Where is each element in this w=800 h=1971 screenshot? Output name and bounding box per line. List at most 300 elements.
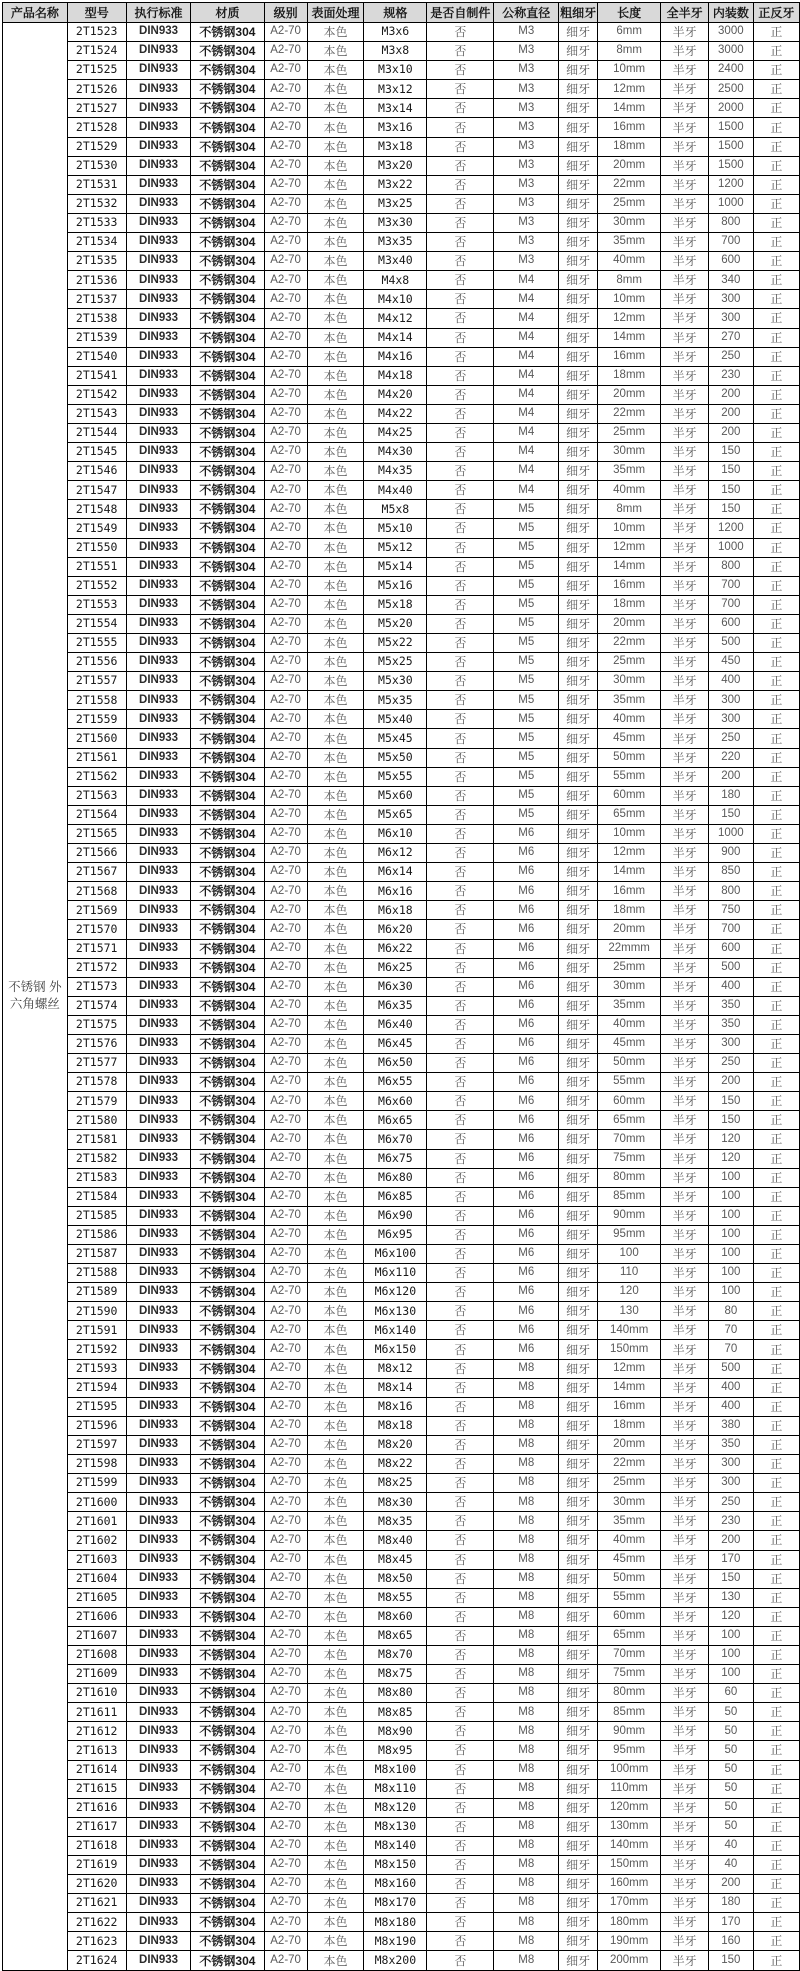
cell-surface[interactable]: 本色 <box>307 213 364 232</box>
cell-surface[interactable]: 本色 <box>307 42 364 61</box>
cell-thread_length[interactable]: 半牙 <box>661 443 709 462</box>
cell-thread_length[interactable]: 半牙 <box>661 538 709 557</box>
cell-qty[interactable]: 400 <box>709 672 754 691</box>
cell-thread_length[interactable]: 半牙 <box>661 1569 709 1588</box>
cell-spec[interactable]: M8x120 <box>364 1798 427 1817</box>
cell-model[interactable]: 2T1531 <box>67 175 126 194</box>
cell-grade[interactable]: A2-70 <box>264 557 307 576</box>
cell-diameter[interactable]: M8 <box>494 1550 559 1569</box>
cell-qty[interactable]: 800 <box>709 557 754 576</box>
cell-spec[interactable]: M6x140 <box>364 1321 427 1340</box>
cell-model[interactable]: 2T1538 <box>67 309 126 328</box>
cell-diameter[interactable]: M5 <box>494 595 559 614</box>
cell-length[interactable]: 140mm <box>598 1836 661 1855</box>
cell-direction[interactable]: 正 <box>753 1607 799 1626</box>
cell-self_made[interactable]: 否 <box>427 672 494 691</box>
cell-thread_pitch[interactable]: 细牙 <box>559 1359 598 1378</box>
cell-spec[interactable]: M4x30 <box>364 443 427 462</box>
cell-surface[interactable]: 本色 <box>307 748 364 767</box>
cell-diameter[interactable]: M8 <box>494 1645 559 1664</box>
cell-standard[interactable]: DIN933 <box>126 1550 191 1569</box>
cell-qty[interactable]: 220 <box>709 748 754 767</box>
cell-surface[interactable]: 本色 <box>307 805 364 824</box>
cell-standard[interactable]: DIN933 <box>126 1626 191 1645</box>
cell-surface[interactable]: 本色 <box>307 1760 364 1779</box>
cell-qty[interactable]: 500 <box>709 634 754 653</box>
cell-length[interactable]: 110mm <box>598 1779 661 1798</box>
cell-thread_length[interactable]: 半牙 <box>661 1206 709 1225</box>
cell-self_made[interactable]: 否 <box>427 194 494 213</box>
cell-length[interactable]: 18mm <box>598 901 661 920</box>
cell-length[interactable]: 20mm <box>598 156 661 175</box>
column-header-grade[interactable]: 级别 <box>264 3 307 23</box>
cell-length[interactable]: 18mm <box>598 595 661 614</box>
cell-thread_length[interactable]: 半牙 <box>661 710 709 729</box>
cell-standard[interactable]: DIN933 <box>126 252 191 271</box>
cell-length[interactable]: 12mm <box>598 538 661 557</box>
cell-qty[interactable]: 150 <box>709 481 754 500</box>
cell-diameter[interactable]: M8 <box>494 1932 559 1951</box>
cell-grade[interactable]: A2-70 <box>264 1168 307 1187</box>
cell-direction[interactable]: 正 <box>753 996 799 1015</box>
cell-length[interactable]: 80mm <box>598 1684 661 1703</box>
cell-model[interactable]: 2T1591 <box>67 1321 126 1340</box>
cell-grade[interactable]: A2-70 <box>264 213 307 232</box>
cell-thread_length[interactable]: 半牙 <box>661 1416 709 1435</box>
cell-qty[interactable]: 300 <box>709 1455 754 1474</box>
cell-length[interactable]: 55mm <box>598 767 661 786</box>
cell-self_made[interactable]: 否 <box>427 653 494 672</box>
cell-model[interactable]: 2T1615 <box>67 1779 126 1798</box>
cell-model[interactable]: 2T1570 <box>67 920 126 939</box>
cell-length[interactable]: 150mm <box>598 1856 661 1875</box>
cell-grade[interactable]: A2-70 <box>264 958 307 977</box>
cell-self_made[interactable]: 否 <box>427 1054 494 1073</box>
cell-surface[interactable]: 本色 <box>307 882 364 901</box>
cell-model[interactable]: 2T1526 <box>67 80 126 99</box>
cell-length[interactable]: 10mm <box>598 824 661 843</box>
cell-thread_pitch[interactable]: 细牙 <box>559 863 598 882</box>
cell-grade[interactable]: A2-70 <box>264 1130 307 1149</box>
cell-direction[interactable]: 正 <box>753 557 799 576</box>
cell-length[interactable]: 180mm <box>598 1913 661 1932</box>
cell-diameter[interactable]: M6 <box>494 1130 559 1149</box>
cell-grade[interactable]: A2-70 <box>264 1741 307 1760</box>
cell-length[interactable]: 16mm <box>598 118 661 137</box>
cell-thread_pitch[interactable]: 细牙 <box>559 404 598 423</box>
cell-direction[interactable]: 正 <box>753 99 799 118</box>
cell-direction[interactable]: 正 <box>753 1722 799 1741</box>
cell-direction[interactable]: 正 <box>753 767 799 786</box>
cell-grade[interactable]: A2-70 <box>264 614 307 633</box>
cell-standard[interactable]: DIN933 <box>126 1359 191 1378</box>
cell-surface[interactable]: 本色 <box>307 634 364 653</box>
cell-surface[interactable]: 本色 <box>307 996 364 1015</box>
cell-thread_length[interactable]: 半牙 <box>661 194 709 213</box>
cell-diameter[interactable]: M3 <box>494 137 559 156</box>
cell-material[interactable]: 不锈钢304 <box>191 1836 264 1855</box>
cell-qty[interactable]: 800 <box>709 213 754 232</box>
cell-thread_length[interactable]: 半牙 <box>661 958 709 977</box>
cell-model[interactable]: 2T1608 <box>67 1645 126 1664</box>
cell-thread_length[interactable]: 半牙 <box>661 1034 709 1053</box>
cell-self_made[interactable]: 否 <box>427 1645 494 1664</box>
cell-model[interactable]: 2T1569 <box>67 901 126 920</box>
cell-spec[interactable]: M4x40 <box>364 481 427 500</box>
cell-material[interactable]: 不锈钢304 <box>191 767 264 786</box>
cell-thread_pitch[interactable]: 细牙 <box>559 786 598 805</box>
cell-spec[interactable]: M6x100 <box>364 1245 427 1264</box>
cell-diameter[interactable]: M3 <box>494 61 559 80</box>
cell-length[interactable]: 70mm <box>598 1130 661 1149</box>
cell-surface[interactable]: 本色 <box>307 1015 364 1034</box>
cell-qty[interactable]: 700 <box>709 576 754 595</box>
cell-model[interactable]: 2T1582 <box>67 1149 126 1168</box>
cell-material[interactable]: 不锈钢304 <box>191 996 264 1015</box>
cell-thread_length[interactable]: 半牙 <box>661 1645 709 1664</box>
cell-standard[interactable]: DIN933 <box>126 576 191 595</box>
cell-direction[interactable]: 正 <box>753 385 799 404</box>
cell-thread_pitch[interactable]: 细牙 <box>559 1512 598 1531</box>
cell-self_made[interactable]: 否 <box>427 1626 494 1645</box>
cell-direction[interactable]: 正 <box>753 1092 799 1111</box>
cell-standard[interactable]: DIN933 <box>126 137 191 156</box>
cell-surface[interactable]: 本色 <box>307 385 364 404</box>
cell-standard[interactable]: DIN933 <box>126 786 191 805</box>
cell-self_made[interactable]: 否 <box>427 1588 494 1607</box>
cell-standard[interactable]: DIN933 <box>126 233 191 252</box>
cell-self_made[interactable]: 否 <box>427 1722 494 1741</box>
cell-length[interactable]: 60mm <box>598 786 661 805</box>
cell-material[interactable]: 不锈钢304 <box>191 462 264 481</box>
cell-surface[interactable]: 本色 <box>307 901 364 920</box>
cell-direction[interactable]: 正 <box>753 175 799 194</box>
cell-surface[interactable]: 本色 <box>307 1798 364 1817</box>
cell-thread_pitch[interactable]: 细牙 <box>559 366 598 385</box>
cell-thread_pitch[interactable]: 细牙 <box>559 538 598 557</box>
cell-length[interactable]: 40mm <box>598 1015 661 1034</box>
cell-thread_length[interactable]: 半牙 <box>661 23 709 42</box>
cell-grade[interactable]: A2-70 <box>264 385 307 404</box>
cell-length[interactable]: 16mm <box>598 576 661 595</box>
cell-grade[interactable]: A2-70 <box>264 404 307 423</box>
cell-length[interactable]: 65mm <box>598 1111 661 1130</box>
cell-qty[interactable]: 350 <box>709 1015 754 1034</box>
cell-direction[interactable]: 正 <box>753 1187 799 1206</box>
cell-material[interactable]: 不锈钢304 <box>191 1569 264 1588</box>
cell-direction[interactable]: 正 <box>753 366 799 385</box>
cell-qty[interactable]: 300 <box>709 290 754 309</box>
cell-material[interactable]: 不锈钢304 <box>191 1703 264 1722</box>
cell-diameter[interactable]: M6 <box>494 958 559 977</box>
cell-thread_length[interactable]: 半牙 <box>661 1455 709 1474</box>
cell-qty[interactable]: 2500 <box>709 80 754 99</box>
cell-model[interactable]: 2T1548 <box>67 500 126 519</box>
cell-thread_pitch[interactable]: 细牙 <box>559 1913 598 1932</box>
cell-diameter[interactable]: M8 <box>494 1875 559 1894</box>
cell-direction[interactable]: 正 <box>753 61 799 80</box>
cell-thread_pitch[interactable]: 细牙 <box>559 233 598 252</box>
cell-length[interactable]: 65mm <box>598 805 661 824</box>
cell-grade[interactable]: A2-70 <box>264 1626 307 1645</box>
cell-material[interactable]: 不锈钢304 <box>191 252 264 271</box>
cell-self_made[interactable]: 否 <box>427 1455 494 1474</box>
cell-grade[interactable]: A2-70 <box>264 1550 307 1569</box>
cell-spec[interactable]: M6x12 <box>364 844 427 863</box>
cell-thread_length[interactable]: 半牙 <box>661 252 709 271</box>
cell-grade[interactable]: A2-70 <box>264 1913 307 1932</box>
cell-thread_length[interactable]: 半牙 <box>661 1245 709 1264</box>
cell-surface[interactable]: 本色 <box>307 1302 364 1321</box>
cell-grade[interactable]: A2-70 <box>264 1836 307 1855</box>
cell-thread_length[interactable]: 半牙 <box>661 1225 709 1244</box>
cell-length[interactable]: 25mm <box>598 423 661 442</box>
cell-qty[interactable]: 250 <box>709 729 754 748</box>
cell-surface[interactable]: 本色 <box>307 1703 364 1722</box>
cell-qty[interactable]: 1000 <box>709 194 754 213</box>
cell-direction[interactable]: 正 <box>753 710 799 729</box>
cell-diameter[interactable]: M8 <box>494 1607 559 1626</box>
cell-model[interactable]: 2T1619 <box>67 1856 126 1875</box>
cell-thread_pitch[interactable]: 细牙 <box>559 1092 598 1111</box>
cell-thread_pitch[interactable]: 细牙 <box>559 309 598 328</box>
cell-spec[interactable]: M8x55 <box>364 1588 427 1607</box>
cell-direction[interactable]: 正 <box>753 1359 799 1378</box>
cell-grade[interactable]: A2-70 <box>264 443 307 462</box>
cell-standard[interactable]: DIN933 <box>126 1875 191 1894</box>
cell-spec[interactable]: M5x14 <box>364 557 427 576</box>
cell-standard[interactable]: DIN933 <box>126 156 191 175</box>
cell-surface[interactable]: 本色 <box>307 366 364 385</box>
cell-material[interactable]: 不锈钢304 <box>191 481 264 500</box>
cell-standard[interactable]: DIN933 <box>126 538 191 557</box>
cell-thread_pitch[interactable]: 细牙 <box>559 1321 598 1340</box>
cell-direction[interactable]: 正 <box>753 1684 799 1703</box>
cell-length[interactable]: 35mm <box>598 691 661 710</box>
cell-thread_pitch[interactable]: 细牙 <box>559 1283 598 1302</box>
cell-thread_pitch[interactable]: 细牙 <box>559 1225 598 1244</box>
cell-length[interactable]: 16mm <box>598 347 661 366</box>
cell-direction[interactable]: 正 <box>753 748 799 767</box>
cell-standard[interactable]: DIN933 <box>126 500 191 519</box>
cell-grade[interactable]: A2-70 <box>264 1932 307 1951</box>
cell-diameter[interactable]: M8 <box>494 1531 559 1550</box>
cell-surface[interactable]: 本色 <box>307 1187 364 1206</box>
cell-thread_pitch[interactable]: 细牙 <box>559 977 598 996</box>
cell-grade[interactable]: A2-70 <box>264 252 307 271</box>
cell-spec[interactable]: M8x25 <box>364 1474 427 1493</box>
cell-qty[interactable]: 1200 <box>709 519 754 538</box>
cell-diameter[interactable]: M8 <box>494 1378 559 1397</box>
cell-grade[interactable]: A2-70 <box>264 118 307 137</box>
cell-standard[interactable]: DIN933 <box>126 175 191 194</box>
cell-model[interactable]: 2T1532 <box>67 194 126 213</box>
cell-surface[interactable]: 本色 <box>307 233 364 252</box>
cell-spec[interactable]: M4x20 <box>364 385 427 404</box>
cell-diameter[interactable]: M8 <box>494 1569 559 1588</box>
cell-surface[interactable]: 本色 <box>307 1569 364 1588</box>
cell-thread_length[interactable]: 半牙 <box>661 366 709 385</box>
cell-grade[interactable]: A2-70 <box>264 99 307 118</box>
cell-qty[interactable]: 400 <box>709 977 754 996</box>
cell-thread_pitch[interactable]: 细牙 <box>559 691 598 710</box>
cell-self_made[interactable]: 否 <box>427 557 494 576</box>
cell-spec[interactable]: M8x160 <box>364 1875 427 1894</box>
cell-spec[interactable]: M8x45 <box>364 1550 427 1569</box>
cell-qty[interactable]: 150 <box>709 462 754 481</box>
cell-material[interactable]: 不锈钢304 <box>191 233 264 252</box>
cell-spec[interactable]: M6x150 <box>364 1340 427 1359</box>
cell-thread_length[interactable]: 半牙 <box>661 1378 709 1397</box>
cell-thread_length[interactable]: 半牙 <box>661 672 709 691</box>
cell-grade[interactable]: A2-70 <box>264 462 307 481</box>
cell-model[interactable]: 2T1567 <box>67 863 126 882</box>
cell-surface[interactable]: 本色 <box>307 252 364 271</box>
cell-diameter[interactable]: M5 <box>494 634 559 653</box>
cell-grade[interactable]: A2-70 <box>264 194 307 213</box>
cell-thread_length[interactable]: 半牙 <box>661 786 709 805</box>
cell-thread_length[interactable]: 半牙 <box>661 1779 709 1798</box>
cell-spec[interactable]: M4x25 <box>364 423 427 442</box>
cell-spec[interactable]: M4x35 <box>364 462 427 481</box>
cell-surface[interactable]: 本色 <box>307 328 364 347</box>
cell-surface[interactable]: 本色 <box>307 1149 364 1168</box>
cell-standard[interactable]: DIN933 <box>126 672 191 691</box>
cell-length[interactable]: 80mm <box>598 1168 661 1187</box>
cell-self_made[interactable]: 否 <box>427 271 494 290</box>
cell-standard[interactable]: DIN933 <box>126 1111 191 1130</box>
cell-standard[interactable]: DIN933 <box>126 1168 191 1187</box>
cell-model[interactable]: 2T1592 <box>67 1340 126 1359</box>
cell-direction[interactable]: 正 <box>753 805 799 824</box>
cell-diameter[interactable]: M5 <box>494 576 559 595</box>
cell-grade[interactable]: A2-70 <box>264 595 307 614</box>
cell-diameter[interactable]: M4 <box>494 328 559 347</box>
cell-model[interactable]: 2T1612 <box>67 1722 126 1741</box>
cell-spec[interactable]: M3x8 <box>364 42 427 61</box>
cell-self_made[interactable]: 否 <box>427 1474 494 1493</box>
cell-direction[interactable]: 正 <box>753 233 799 252</box>
cell-direction[interactable]: 正 <box>753 1569 799 1588</box>
cell-direction[interactable]: 正 <box>753 1913 799 1932</box>
cell-standard[interactable]: DIN933 <box>126 557 191 576</box>
cell-diameter[interactable]: M6 <box>494 1015 559 1034</box>
cell-standard[interactable]: DIN933 <box>126 1645 191 1664</box>
cell-standard[interactable]: DIN933 <box>126 1760 191 1779</box>
cell-thread_pitch[interactable]: 细牙 <box>559 1626 598 1645</box>
cell-direction[interactable]: 正 <box>753 1512 799 1531</box>
cell-standard[interactable]: DIN933 <box>126 939 191 958</box>
cell-qty[interactable]: 100 <box>709 1187 754 1206</box>
cell-grade[interactable]: A2-70 <box>264 1340 307 1359</box>
cell-thread_pitch[interactable]: 细牙 <box>559 42 598 61</box>
cell-material[interactable]: 不锈钢304 <box>191 156 264 175</box>
cell-thread_length[interactable]: 半牙 <box>661 1760 709 1779</box>
cell-grade[interactable]: A2-70 <box>264 844 307 863</box>
cell-material[interactable]: 不锈钢304 <box>191 729 264 748</box>
cell-diameter[interactable]: M8 <box>494 1760 559 1779</box>
cell-length[interactable]: 95mm <box>598 1225 661 1244</box>
cell-thread_length[interactable]: 半牙 <box>661 500 709 519</box>
cell-spec[interactable]: M5x50 <box>364 748 427 767</box>
cell-qty[interactable]: 300 <box>709 691 754 710</box>
cell-grade[interactable]: A2-70 <box>264 137 307 156</box>
cell-material[interactable]: 不锈钢304 <box>191 1397 264 1416</box>
cell-surface[interactable]: 本色 <box>307 1340 364 1359</box>
cell-material[interactable]: 不锈钢304 <box>191 710 264 729</box>
cell-spec[interactable]: M6x120 <box>364 1283 427 1302</box>
cell-self_made[interactable]: 否 <box>427 481 494 500</box>
cell-direction[interactable]: 正 <box>753 1015 799 1034</box>
cell-thread_pitch[interactable]: 细牙 <box>559 194 598 213</box>
cell-material[interactable]: 不锈钢304 <box>191 1645 264 1664</box>
cell-standard[interactable]: DIN933 <box>126 1894 191 1913</box>
cell-material[interactable]: 不锈钢304 <box>191 1455 264 1474</box>
cell-spec[interactable]: M4x18 <box>364 366 427 385</box>
cell-direction[interactable]: 正 <box>753 252 799 271</box>
cell-self_made[interactable]: 否 <box>427 1798 494 1817</box>
cell-self_made[interactable]: 否 <box>427 805 494 824</box>
cell-model[interactable]: 2T1576 <box>67 1034 126 1053</box>
cell-qty[interactable]: 120 <box>709 1607 754 1626</box>
cell-grade[interactable]: A2-70 <box>264 1034 307 1053</box>
cell-material[interactable]: 不锈钢304 <box>191 1550 264 1569</box>
cell-standard[interactable]: DIN933 <box>126 1416 191 1435</box>
cell-thread_pitch[interactable]: 细牙 <box>559 920 598 939</box>
cell-qty[interactable]: 70 <box>709 1321 754 1340</box>
cell-grade[interactable]: A2-70 <box>264 1474 307 1493</box>
cell-direction[interactable]: 正 <box>753 1741 799 1760</box>
cell-surface[interactable]: 本色 <box>307 61 364 80</box>
cell-surface[interactable]: 本色 <box>307 1493 364 1512</box>
cell-standard[interactable]: DIN933 <box>126 1665 191 1684</box>
cell-material[interactable]: 不锈钢304 <box>191 404 264 423</box>
cell-length[interactable]: 40mm <box>598 710 661 729</box>
cell-thread_length[interactable]: 半牙 <box>661 1397 709 1416</box>
cell-surface[interactable]: 本色 <box>307 1378 364 1397</box>
cell-material[interactable]: 不锈钢304 <box>191 1416 264 1435</box>
cell-material[interactable]: 不锈钢304 <box>191 844 264 863</box>
cell-direction[interactable]: 正 <box>753 1054 799 1073</box>
cell-thread_length[interactable]: 半牙 <box>661 557 709 576</box>
cell-model[interactable]: 2T1584 <box>67 1187 126 1206</box>
cell-spec[interactable]: M8x60 <box>364 1607 427 1626</box>
cell-model[interactable]: 2T1602 <box>67 1531 126 1550</box>
cell-model[interactable]: 2T1528 <box>67 118 126 137</box>
cell-surface[interactable]: 本色 <box>307 595 364 614</box>
cell-diameter[interactable]: M8 <box>494 1455 559 1474</box>
cell-thread_length[interactable]: 半牙 <box>661 1951 709 1970</box>
cell-qty[interactable]: 450 <box>709 653 754 672</box>
cell-thread_length[interactable]: 半牙 <box>661 1531 709 1550</box>
cell-qty[interactable]: 250 <box>709 347 754 366</box>
cell-thread_pitch[interactable]: 细牙 <box>559 1932 598 1951</box>
cell-self_made[interactable]: 否 <box>427 80 494 99</box>
cell-model[interactable]: 2T1566 <box>67 844 126 863</box>
column-header-self_made[interactable]: 是否自制件 <box>427 3 494 23</box>
cell-direction[interactable]: 正 <box>753 1264 799 1283</box>
cell-model[interactable]: 2T1574 <box>67 996 126 1015</box>
cell-self_made[interactable]: 否 <box>427 882 494 901</box>
cell-length[interactable]: 25mm <box>598 1474 661 1493</box>
cell-material[interactable]: 不锈钢304 <box>191 1054 264 1073</box>
cell-qty[interactable]: 100 <box>709 1626 754 1645</box>
cell-standard[interactable]: DIN933 <box>126 958 191 977</box>
cell-thread_length[interactable]: 半牙 <box>661 404 709 423</box>
cell-spec[interactable]: M8x16 <box>364 1397 427 1416</box>
cell-length[interactable]: 65mm <box>598 1626 661 1645</box>
cell-diameter[interactable]: M8 <box>494 1684 559 1703</box>
